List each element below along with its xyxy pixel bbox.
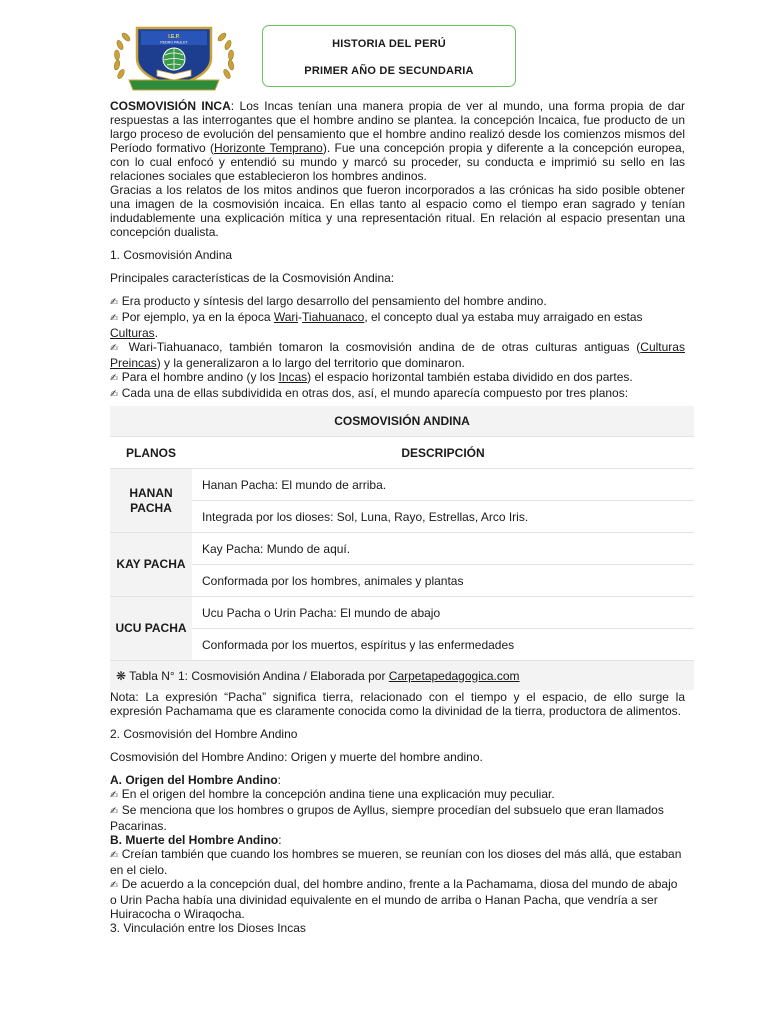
table-caption: [110, 661, 694, 691]
bullet-text: ) el espacio horizontal también estaba dividido en dos partes.: [307, 370, 633, 384]
hand-writing-icon: ✍: [110, 313, 119, 324]
subsection-a-title: A. Origen del Hombre Andino:: [110, 773, 281, 787]
bullet-item: [110, 787, 685, 803]
table-row: [110, 597, 694, 629]
table-row: [110, 629, 694, 661]
description-cell: Hanan Pacha: El mundo de arriba.: [192, 469, 694, 501]
section-3-title: 3. Vinculación entre los Dioses Incas: [110, 921, 306, 935]
link-culturas[interactable]: Culturas: [110, 326, 155, 340]
table-row: [110, 469, 694, 501]
description-cell: Integrada por los dioses: Sol, Luna, Rayo, Estrellas, Arco Iris.: [192, 501, 694, 533]
table-row: [110, 501, 694, 533]
description-cell: Conformada por los muertos, espíritus y las enfermedades: [192, 629, 694, 661]
note-paragraph: Nota: La expresión “Pacha” significa tierra, relacionado con el tiempo y el espacio, de ello surge la expresión Pachamama que es claramente conocida como la divinidad de la tierra, productora de alimentos.: [110, 690, 685, 718]
section-1-lead: Principales características de la Cosmovisión Andina:: [110, 271, 395, 285]
description-cell: Ucu Pacha o Urin Pacha: El mundo de abajo: [192, 597, 694, 629]
bullet-text: Para el hombre andino (y los: [121, 370, 279, 384]
bullet-text: .: [154, 326, 159, 340]
bullet-text: Era producto y síntesis del largo desarrollo del pensamiento del hombre andino.: [121, 294, 547, 308]
bullet-item: [110, 370, 685, 386]
description-cell: Kay Pacha: Mundo de aquí.: [192, 533, 694, 565]
bullet-text: -: [298, 310, 303, 324]
table-header-row: [110, 437, 694, 469]
bullet-item: [110, 310, 685, 340]
plano-cell: HANAN PACHA: [110, 469, 192, 533]
hand-writing-icon: ✍: [110, 790, 119, 801]
table-row: [110, 565, 694, 597]
bullet-text: En el origen del hombre la concepción andina tiene una explicación muy peculiar.: [121, 787, 555, 801]
hand-writing-icon: ✍: [110, 389, 119, 400]
grade-level: PRIMER AÑO DE SECUNDARIA: [304, 65, 474, 77]
table-row: [110, 533, 694, 565]
bullet-text: , el concepto dual ya estaba muy arraigado en estas: [364, 310, 643, 324]
section-2-lead: Cosmovisión del Hombre Andino: Origen y muerte del hombre andino.: [110, 750, 483, 764]
table-caption-row: [110, 661, 694, 691]
bullet-text: ) y la generalizaron a lo largo del territorio que dominaron.: [156, 356, 465, 370]
bullet-item: [110, 847, 685, 877]
document-body: [110, 99, 685, 935]
bullet-item: [110, 877, 685, 921]
section-1-title: 1. Cosmovisión Andina: [110, 248, 233, 262]
link-wari[interactable]: Wari: [273, 310, 299, 324]
link-carpetapedagogica[interactable]: Carpetapedagogica.com: [388, 668, 520, 683]
svg-text:I.E.P.: I.E.P.: [168, 34, 180, 40]
link-horizonte-temprano[interactable]: Horizonte Temprano: [214, 141, 323, 155]
link-culturas-preincas[interactable]: Culturas Preincas: [110, 340, 685, 370]
plano-cell: UCU PACHA: [110, 597, 192, 661]
column-header-descripcion: DESCRIPCIÓN: [192, 437, 694, 469]
bullet-item: [110, 386, 685, 402]
intro-paragraph: [110, 99, 685, 183]
intro-text-a: : Los Incas tenían una manera propia de ver al mundo, una forma propia de dar respuestas a las interrogantes que el hombre andino se plantea. la concepción Incaica, fue producto de un largo proceso de evolución del pensamiento que el hombre andino realizó desde los comienzos mismos del Período formativo (: [110, 99, 685, 155]
section-2-title: 2. Cosmovisión del Hombre Andino: [110, 727, 298, 741]
bullet-item: [110, 294, 685, 310]
bullet-text: Wari-Tiahuanaco, también tomaron la cosmovisión andina de de otras culturas antiguas (: [128, 340, 641, 354]
cosmovision-table: [110, 406, 694, 690]
bullet-text: De acuerdo a la concepción dual, del hombre andino, frente a la Pachamama, diosa del mundo de abajo o Urin Pacha había una divinidad equivalente en el mundo de arriba o Hanan Pacha, que vendría a ser Huiracocha o Wiraqocha.: [110, 877, 678, 921]
intro-heading: COSMOVISIÓN INCA: [110, 99, 231, 113]
svg-text:PEDRO PAULET: PEDRO PAULET: [160, 40, 188, 45]
hand-writing-icon: ✍: [110, 880, 119, 891]
intro-text-b: ). Fue una concepción propia y diferente a la concepción europea, con lo cual enfocó y entendió su mundo y marcó su proceder, su conducta e imprimió su sello en las relaciones sociales que establecieron los hombres andinos.: [110, 141, 685, 183]
course-name: HISTORIA DEL PERÚ: [332, 38, 446, 50]
hand-writing-icon: ✍: [110, 343, 122, 354]
hand-writing-icon: ✍: [110, 297, 119, 308]
subsection-b-heading: B. Muerte del Hombre Andino: [110, 833, 279, 847]
asterisk-flower-icon: ❋: [116, 668, 127, 683]
column-header-planos: PLANOS: [110, 437, 192, 469]
bullet-item: [110, 340, 685, 370]
subsection-b-title: B. Muerte del Hombre Andino:: [110, 833, 282, 847]
intro-paragraph-2: Gracias a los relatos de los mitos andinos que fueron incorporados a las crónicas ha sido posible obtener una imagen de la cosmovisión incaica. En ellas tanto al espacio como el tiempo eran sagrado y tenían indudablemente una explicación mítica y una representación ritual. En relación al espacio presentan una concepción dualista.: [110, 183, 685, 239]
bullet-text: Cada una de ellas subdividida en otras dos, así, el mundo aparecía compuesto por tres planos:: [121, 386, 629, 400]
school-crest-logo: [107, 22, 241, 92]
table-title: COSMOVISIÓN ANDINA: [110, 406, 694, 437]
subsection-a-heading: A. Origen del Hombre Andino: [110, 773, 278, 787]
hand-writing-icon: ✍: [110, 806, 119, 817]
hand-writing-icon: ✍: [110, 850, 119, 861]
bullet-text: Creían también que cuando los hombres se mueren, se reunían con los dioses del más allá, que estaban en el cielo.: [110, 847, 682, 877]
bullet-item: [110, 803, 685, 833]
plano-cell: KAY PACHA: [110, 533, 192, 597]
hand-writing-icon: ✍: [110, 373, 119, 384]
bullet-text: Se menciona que los hombres o grupos de Ayllus, siempre procedían del subsuelo que eran llamados Pacarinas.: [110, 803, 664, 833]
bullet-text: Por ejemplo, ya en la época: [121, 310, 274, 324]
caption-text: Tabla N° 1: Cosmovisión Andina / Elaborada por: [126, 668, 389, 683]
description-cell: Conformada por los hombres, animales y plantas: [192, 565, 694, 597]
course-title-box: [262, 25, 516, 87]
link-tiahuanaco[interactable]: Tiahuanaco: [302, 310, 365, 324]
link-incas[interactable]: Incas: [278, 370, 308, 384]
